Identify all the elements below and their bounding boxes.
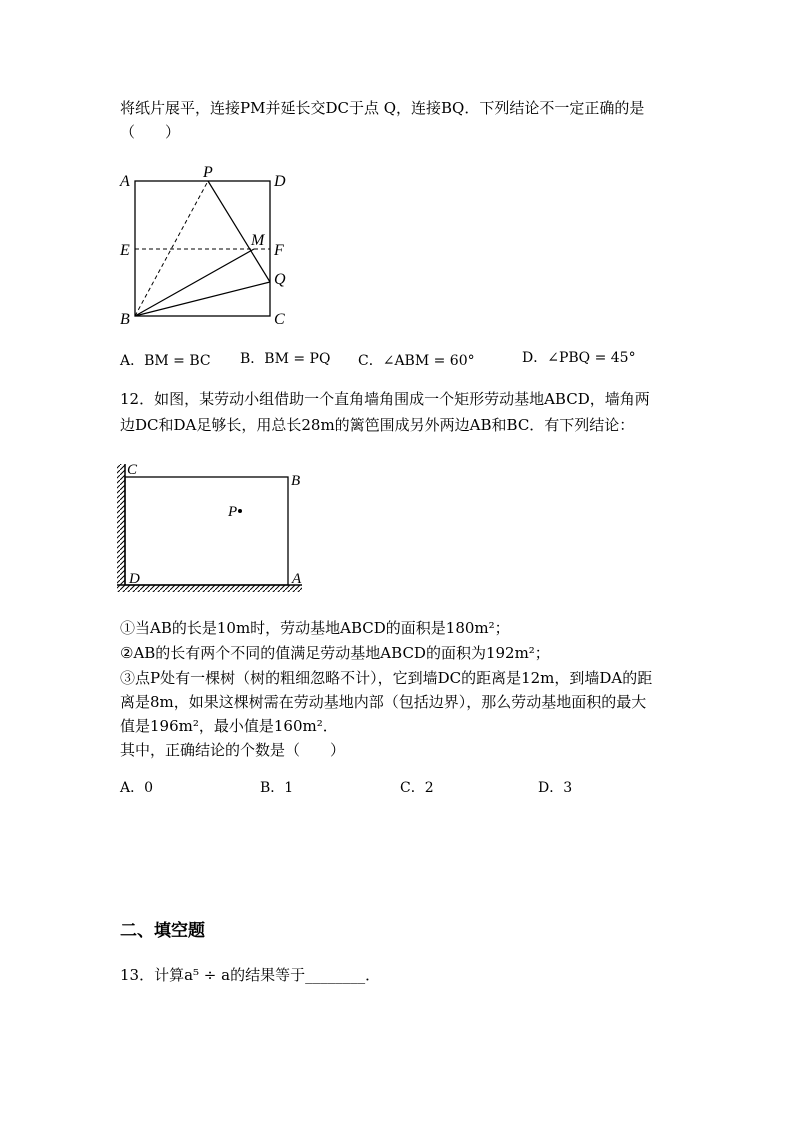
q11-text-line2: （ ） (120, 123, 181, 141)
q12-option-b: B．1 (260, 780, 294, 796)
label-e: E (120, 242, 130, 259)
q11-option-c: C．∠ABM = 60° (358, 353, 475, 369)
q12-option-a: A．0 (120, 780, 154, 796)
q13-text: 13．计算a⁵ ÷ a的结果等于________． (120, 966, 381, 984)
label-a: A (120, 173, 130, 190)
q11-option-a: A．BM = BC (120, 353, 211, 369)
q12-statement-2: ②AB的长有两个不同的值满足劳动基地ABCD的面积为192m²； (120, 644, 550, 662)
label-d: D (274, 173, 286, 190)
wall-da-hatching (117, 585, 302, 592)
q11-figure (110, 160, 300, 335)
q12-figure (112, 458, 312, 598)
q12-option-c: C．2 (400, 780, 434, 796)
label-p2: P (228, 504, 238, 520)
label-b2: B (291, 473, 301, 489)
label-q: Q (274, 271, 286, 288)
q12-text-line2: 边DC和DA足够长，用总长28m的篱笆围成另外两边AB和BC．有下列结论： (120, 416, 635, 434)
q12-statement-3c: 值是196m²，最小值是160m²． (120, 717, 338, 735)
label-c2: C (127, 462, 138, 478)
rectangle-abcd (125, 477, 288, 585)
label-c: C (274, 311, 285, 328)
segment-bq (135, 282, 270, 316)
q12-question: 其中，正确结论的个数是（ ） (120, 741, 346, 759)
q11-text-line1: 将纸片展平，连接PM并延长交DC于点 Q，连接BQ．下列结论不一定正确的是 (120, 99, 645, 117)
label-b: B (120, 311, 130, 328)
point-p (238, 509, 242, 513)
wall-dc-hatching (117, 464, 125, 585)
q12-statement-1: ①当AB的长是10m时，劳动基地ABCD的面积是180m²； (120, 619, 510, 637)
label-f: F (274, 242, 284, 259)
label-a2: A (292, 571, 302, 587)
label-d2: D (129, 571, 140, 587)
q12-option-d: D．3 (538, 780, 573, 796)
q12-statement-3a: ③点P处有一棵树（树的粗细忽略不计），它到墙DC的距离是12m，到墙DA的距 (120, 669, 653, 687)
section-title: 二、填空题 (120, 921, 205, 941)
q11-option-d: D．∠PBQ = 45° (522, 350, 636, 366)
q12-statement-3b: 离是8m，如果这棵树需在劳动基地内部（包括边界），那么劳动基地面积的最大 (120, 693, 647, 711)
q12-text-line1: 12．如图，某劳动小组借助一个直角墙角围成一个矩形劳动基地ABCD，墙角两 (120, 390, 650, 408)
label-p: P (203, 164, 213, 181)
label-m: M (251, 232, 265, 249)
q11-option-b: B．BM = PQ (240, 351, 331, 367)
